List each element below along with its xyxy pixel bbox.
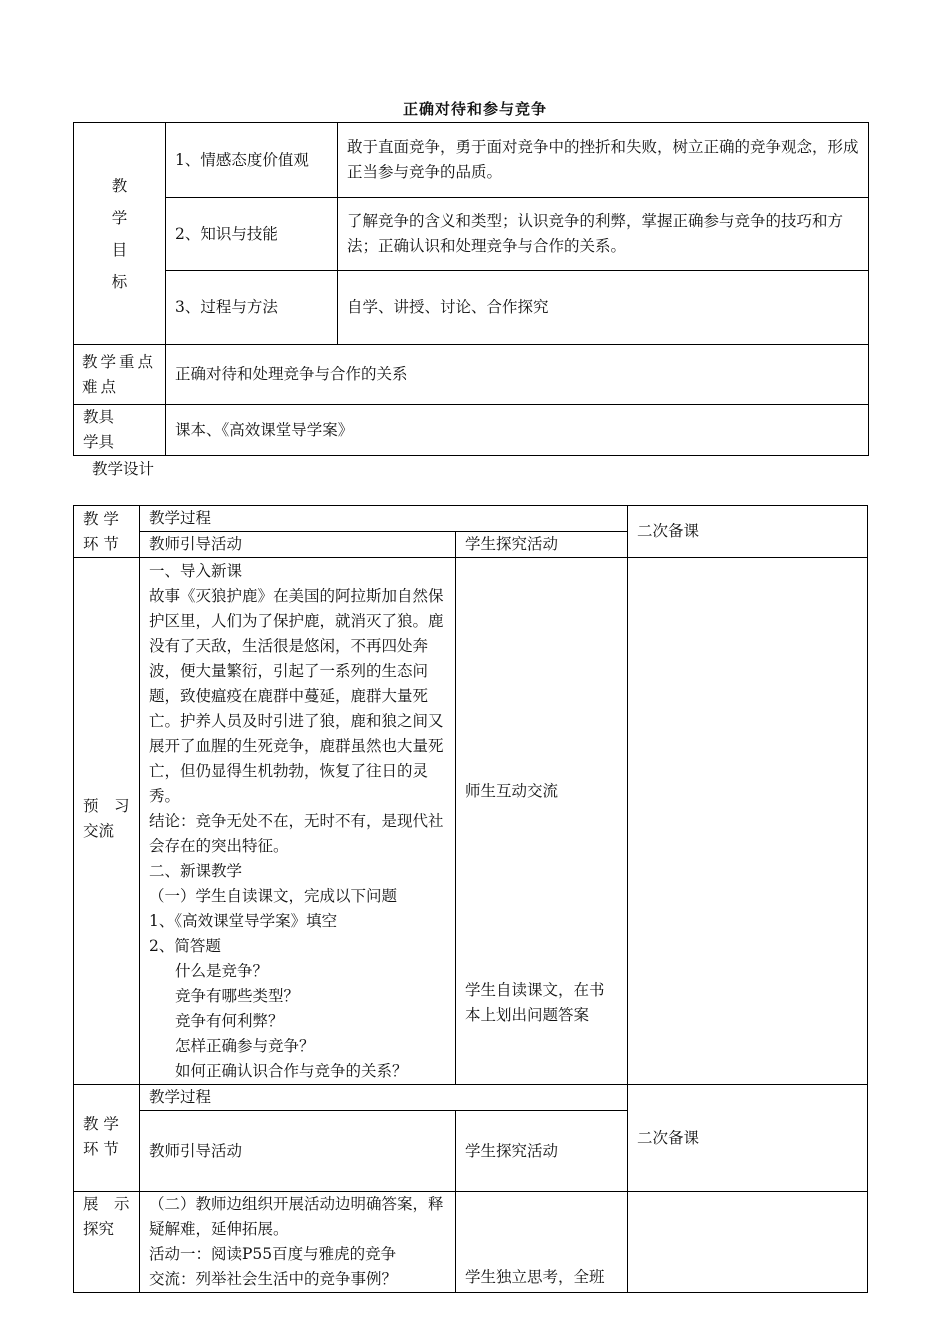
tools-content: 课本、《高效课堂导学案》 xyxy=(166,405,869,456)
stage-showcase: 展 示 探究 xyxy=(74,1192,140,1293)
objectives-label-char: 学 xyxy=(111,208,128,227)
question-item: 怎样正确参与竞争？ xyxy=(175,1037,315,1055)
task-text: （一）学生自读课文，完成以下问题 xyxy=(149,887,398,905)
key-points-content: 正确对待和处理竞争与合作的关系 xyxy=(166,345,869,405)
student-header: 学生探究活动 xyxy=(456,532,628,558)
question-item: 竞争有何利弊？ xyxy=(175,1012,284,1030)
task-text: 1、《高效课堂导学案》填空 xyxy=(149,912,338,930)
activity-text: 交流：列举社会生活中的竞争事例？ xyxy=(149,1270,398,1288)
process-header: 教学过程 xyxy=(140,506,628,532)
teacher-header: 教师引导活动 xyxy=(140,1111,456,1192)
student-activity-text: 学生自读课文，在书本上划出问题答案 xyxy=(465,981,605,1024)
student-activity-text: 学生独立思考，全班 xyxy=(465,1268,605,1286)
design-table xyxy=(73,505,868,1293)
teacher-header: 教师引导活动 xyxy=(140,532,456,558)
objective-name: 1、情感态度价值观 xyxy=(166,123,338,198)
objectives-label xyxy=(74,123,166,345)
student-activity-showcase xyxy=(456,1192,628,1293)
task-text: 2、简答题 xyxy=(149,937,221,955)
section-heading: 一、导入新课 xyxy=(149,562,243,580)
backup-cell xyxy=(628,558,868,1085)
backup-header: 二次备课 xyxy=(628,506,868,558)
objectives-table xyxy=(73,122,869,456)
stage-header: 教 学 环 节 xyxy=(74,1085,140,1192)
objective-content: 了解竞争的含义和类型；认识竞争的利弊，掌握正确参与竞争的技巧和方法；正确认识和处理竞争与合作的关系。 xyxy=(338,198,869,271)
teacher-activity-showcase xyxy=(140,1192,456,1293)
section-heading: 二、新课教学 xyxy=(149,862,243,880)
question-item: 如何正确认识合作与竞争的关系？ xyxy=(175,1062,408,1080)
conclusion-text: 结论：竞争无处不在，无时不有，是现代社会存在的突出特征。 xyxy=(149,812,444,855)
key-points-label: 教学重点难点 xyxy=(74,345,166,405)
stage-preview: 预 习 交流 xyxy=(74,558,140,1085)
question-item: 竞争有哪些类型？ xyxy=(175,987,300,1005)
document-title: 正确对待和参与竞争 xyxy=(402,100,547,118)
stage-header: 教 学 环 节 xyxy=(74,506,140,558)
objective-content: 自学、讲授、讨论、合作探究 xyxy=(338,271,869,345)
tools-label: 教具学具 xyxy=(74,405,166,456)
design-label: 教学设计 xyxy=(92,460,155,478)
task-text: （二）教师边组织开展活动边明确答案，释疑解难，延伸拓展。 xyxy=(149,1195,444,1238)
objectives-label-char: 目 xyxy=(111,240,128,259)
objectives-label-char: 标 xyxy=(111,272,128,291)
student-header: 学生探究活动 xyxy=(456,1111,628,1192)
process-header: 教学过程 xyxy=(140,1085,628,1111)
backup-cell xyxy=(628,1192,868,1293)
objective-content: 敢于直面竞争，勇于面对竞争中的挫折和失败，树立正确的竞争观念，形成正当参与竞争的品质。 xyxy=(338,123,869,198)
question-item: 什么是竞争？ xyxy=(175,962,269,980)
story-text: 故事《灭狼护鹿》在美国的阿拉斯加自然保护区里，人们为了保护鹿，就消灭了狼。鹿没有了天敌，生活很是悠闲，不再四处奔波，便大量繁衍，引起了一系列的生态问题，致使瘟疫在鹿群中蔓延，鹿群大量死亡。护养人员及时引进了狼，鹿和狼之间又展开了血腥的生死竞争，鹿群虽然也大量死亡，但仍显得生机勃勃，恢复了往日的灵秀。 xyxy=(149,587,444,805)
student-activity-text: 师生互动交流 xyxy=(465,782,559,800)
objectives-label-char: 教 xyxy=(111,176,128,195)
backup-header: 二次备课 xyxy=(628,1085,868,1192)
objective-name: 3、过程与方法 xyxy=(166,271,338,345)
student-activity-preview xyxy=(456,558,628,1085)
objective-name: 2、知识与技能 xyxy=(166,198,338,271)
teacher-activity-preview xyxy=(140,558,456,1085)
activity-text: 活动一：阅读P55百度与雅虎的竞争 xyxy=(149,1245,397,1263)
